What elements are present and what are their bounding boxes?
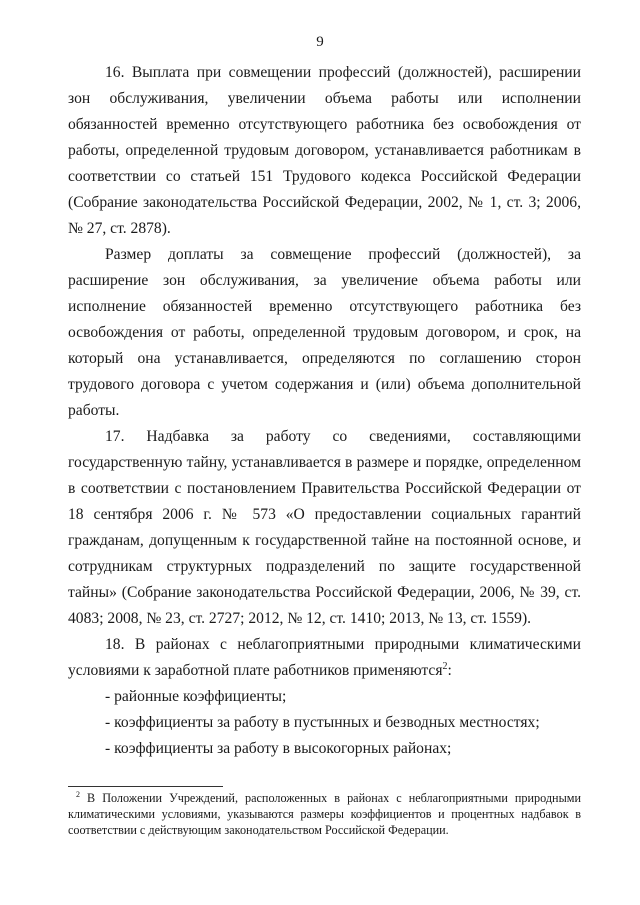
footnote-divider <box>68 786 223 787</box>
footnote-reference: 2 <box>442 660 448 672</box>
paragraph-17: 17. Надбавка за работу со сведениями, составляющими государственную тайну, устанавливается в размере и порядке, определенном в соответствии с постановлением Правительства Российской Федерации от 18 сентября 2006 г. № 573 «О предоставлении социальных гарантий гражданам, допущенным к государственной тайне на постоянной основе, и сотрудникам структурных подразделений по защите государственной тайны» (Собрание законодательства Российской Федерации, 2006, № 39, ст. 4083; 2008, № 23, ст. 2727; 2012, № 12, ст. 1410; 2013, № 13, ст. 1559). <box>68 428 581 627</box>
footnote <box>68 790 581 838</box>
paragraph-16: 16. Выплата при совмещении профессий (должностей), расширении зон обслуживания, увеличении объема работы или исполнении обязанностей временно отсутствующего работника без освобождения от работы, определенной трудовым договором, устанавливается работникам в соответствии со статьей 151 Трудового кодекса Российской Федерации (Собрание законодательства Российской Федерации, 2002, № 1, ст. 3; 2006, № 27, ст. 2878). <box>68 64 581 237</box>
list-item-district-coefficients: - районные коэффициенты; <box>105 688 287 705</box>
list-item-highland-coefficients: - коэффициенты за работу в высокогорных районах; <box>105 740 452 757</box>
paragraph-18-text: 18. В районах с неблагоприятными природными климатическими условиями к заработной плате работников применяются <box>68 636 581 679</box>
paragraph-18 <box>68 632 581 684</box>
document-body <box>68 60 581 762</box>
list-item-desert-coefficients: - коэффициенты за работу в пустынных и безводных местностях; <box>105 714 540 731</box>
footnote-mark: 2 <box>76 789 80 799</box>
paragraph-16-additional-pay-size: Размер доплаты за совмещение профессий (должностей), за расширение зон обслуживания, за увеличение объема работы или исполнение обязанностей временно отсутствующего работника без освобождения от работы, определенной трудовым договором, и срок, на который она устанавливается, определяются по соглашению сторон трудового договора с учетом содержания и (или) объема дополнительной работы. <box>68 246 581 419</box>
paragraph-18-end: : <box>447 662 452 679</box>
footnote-text: В Положении Учреждений, расположенных в районах с неблагоприятными природными климатическими условиями, указываются размеры коэффициентов и процентных надбавок в соответствии с действующим законодательством Российской Федерации. <box>68 791 581 837</box>
page-number: 9 <box>316 34 324 50</box>
